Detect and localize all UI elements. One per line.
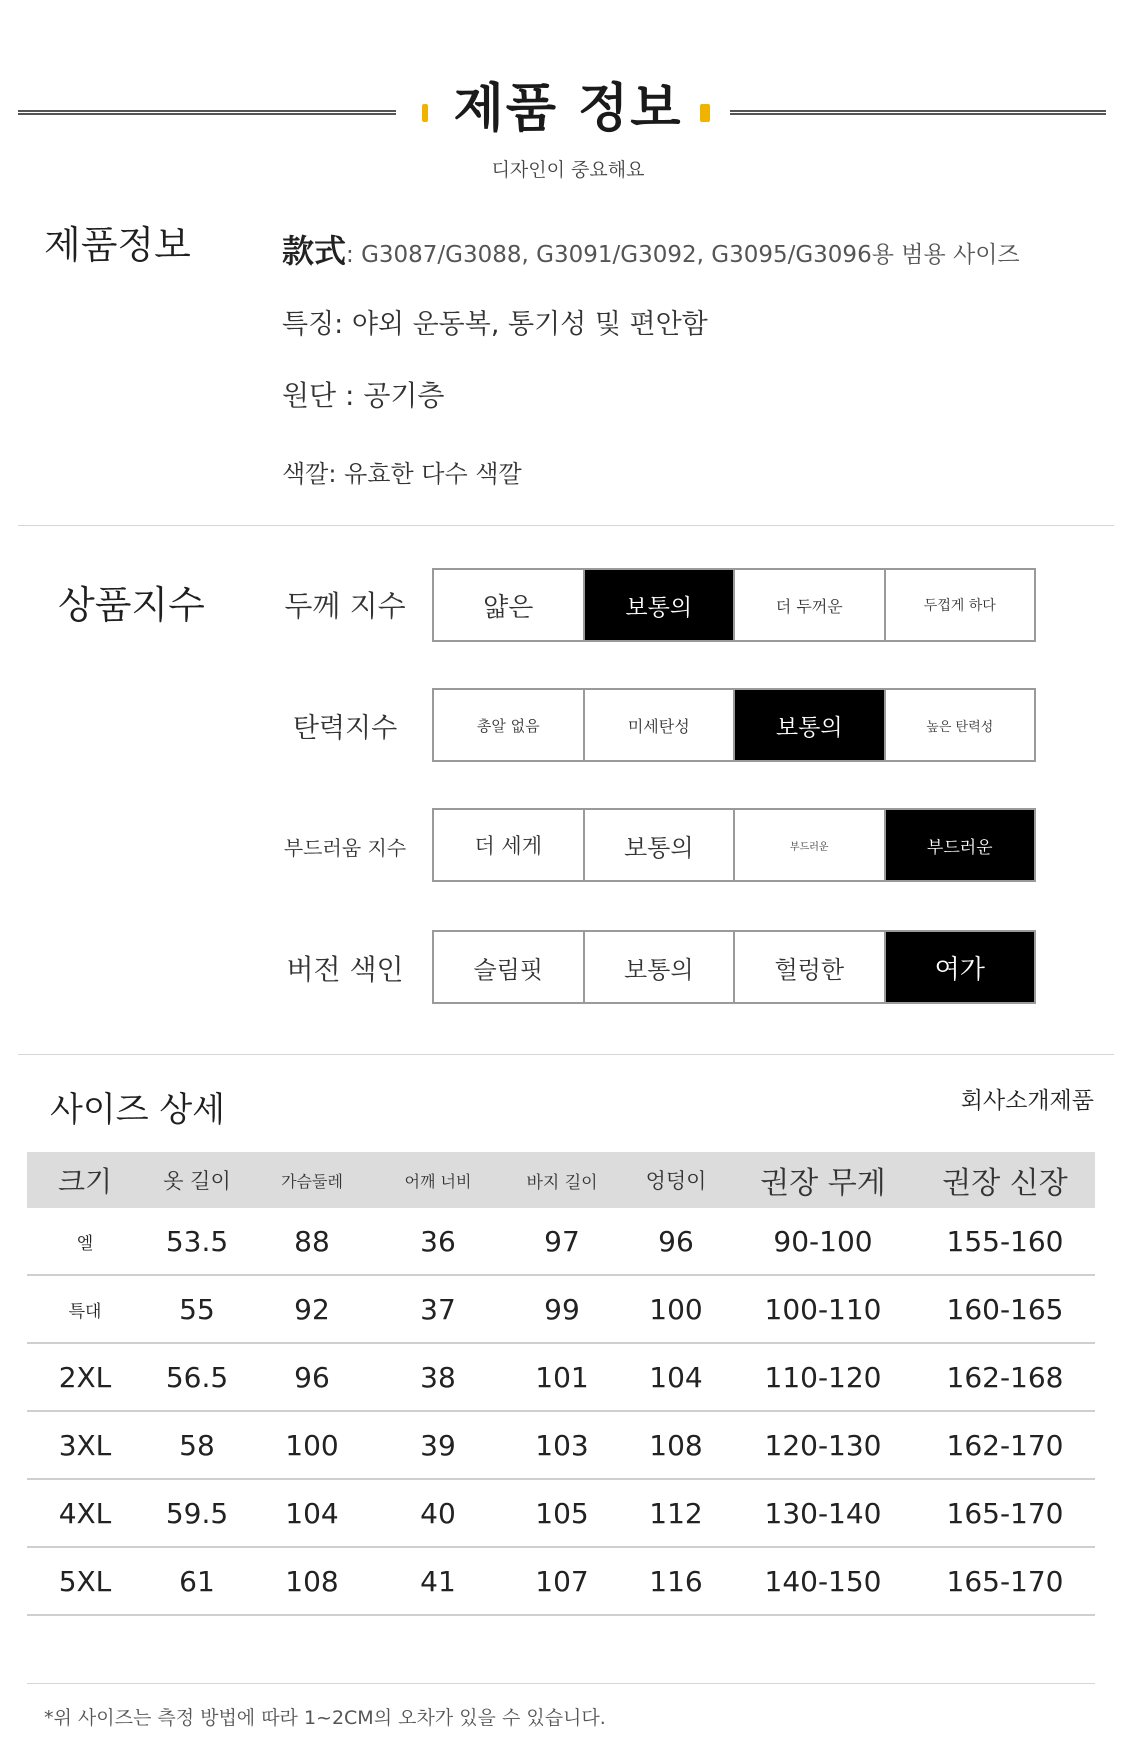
col-header-length: 옷 길이 (143, 1152, 251, 1208)
table-cell: 116 (621, 1547, 731, 1615)
table-row (27, 1208, 1095, 1275)
size-cell: 5XL (27, 1547, 143, 1615)
table-cell: 53.5 (143, 1208, 251, 1275)
table-cell: 103 (503, 1411, 621, 1479)
page-title: 제품 정보 (453, 79, 683, 139)
table-cell: 55 (143, 1275, 251, 1343)
size-cell: 엘 (27, 1208, 143, 1275)
softness-label: 부드러움 지수 (283, 836, 407, 860)
table-cell: 56.5 (143, 1343, 251, 1411)
fit-option: 헐렁한 (735, 932, 886, 1002)
col-header-chest: 가슴둘레 (251, 1152, 373, 1208)
table-cell: 100 (251, 1411, 373, 1479)
softness-option-selected: 부드러운 (886, 810, 1035, 880)
fabric-line: 원단 : 공기층 (282, 379, 445, 412)
table-cell: 39 (373, 1411, 503, 1479)
fit-label: 버전 색인 (286, 953, 404, 986)
softness-option: 부드러운 (735, 810, 886, 880)
section-divider (18, 1054, 1114, 1055)
page-subtitle: 디자인이 중요해요 (491, 159, 645, 181)
table-cell: 61 (143, 1547, 251, 1615)
table-cell: 58 (143, 1411, 251, 1479)
table-cell: 100 (621, 1275, 731, 1343)
elasticity-option: 미세탄성 (585, 690, 736, 760)
thickness-option: 얇은 (434, 570, 585, 640)
style-value: : G3087/G3088, G3091/G3092, G3095/G3096용 범용 사이즈 (346, 242, 1020, 268)
col-header-height: 권장 신장 (915, 1152, 1095, 1208)
table-cell: 96 (251, 1343, 373, 1411)
table-cell: 36 (373, 1208, 503, 1275)
table-cell: 130-140 (731, 1479, 915, 1547)
footer-divider (27, 1683, 1095, 1684)
feature-line: 특징: 야외 운동복, 통기성 및 편안함 (282, 309, 708, 340)
size-cell: 4XL (27, 1479, 143, 1547)
style-line (282, 226, 1020, 272)
index-title: 상품지수 (58, 583, 205, 627)
table-cell: 155-160 (915, 1208, 1095, 1275)
table-cell: 162-168 (915, 1343, 1095, 1411)
table-cell: 105 (503, 1479, 621, 1547)
table-cell: 40 (373, 1479, 503, 1547)
table-cell: 162-170 (915, 1411, 1095, 1479)
softness-option: 보통의 (585, 810, 736, 880)
product-info-title: 제품정보 (44, 223, 191, 267)
table-header-row (27, 1152, 1095, 1208)
fit-option-selected: 여가 (886, 932, 1035, 1002)
col-header-size: 크기 (27, 1152, 143, 1208)
table-cell: 104 (621, 1343, 731, 1411)
softness-scale (432, 808, 1036, 882)
fit-option: 슬림핏 (434, 932, 585, 1002)
table-cell: 99 (503, 1275, 621, 1343)
table-row (27, 1411, 1095, 1479)
color-line: 색깔: 유효한 다수 색깔 (282, 460, 522, 488)
table-cell: 108 (251, 1547, 373, 1615)
table-cell: 59.5 (143, 1479, 251, 1547)
table-cell: 160-165 (915, 1275, 1095, 1343)
table-cell: 112 (621, 1479, 731, 1547)
table-cell: 92 (251, 1275, 373, 1343)
table-cell: 101 (503, 1343, 621, 1411)
thickness-option: 두껍게 하다 (923, 598, 996, 614)
table-cell: 37 (373, 1275, 503, 1343)
section-divider (18, 525, 1114, 526)
table-row (27, 1547, 1095, 1615)
col-header-pants-length: 바지 길이 (503, 1152, 621, 1208)
col-header-hip: 엉덩이 (621, 1152, 731, 1208)
table-cell: 120-130 (731, 1411, 915, 1479)
elasticity-option: 높은 탄력성 (926, 719, 994, 735)
table-cell: 108 (621, 1411, 731, 1479)
table-cell: 97 (503, 1208, 621, 1275)
style-label: 款式 (282, 232, 347, 270)
table-cell: 110-120 (731, 1343, 915, 1411)
thickness-label: 두께 지수 (284, 589, 406, 623)
thickness-option-selected: 보통의 (585, 570, 736, 640)
table-row (27, 1275, 1095, 1343)
table-cell: 96 (621, 1208, 731, 1275)
footnote: *위 사이즈는 측정 방법에 따라 1~2CM의 오차가 있을 수 있습니다. (44, 1707, 606, 1729)
thickness-option: 더 두꺼운 (735, 570, 886, 640)
table-cell: 38 (373, 1343, 503, 1411)
size-title: 사이즈 상세 (50, 1090, 226, 1130)
col-header-weight: 권장 무게 (731, 1152, 915, 1208)
table-cell: 88 (251, 1208, 373, 1275)
table-cell: 165-170 (915, 1479, 1095, 1547)
table-cell: 100-110 (731, 1275, 915, 1343)
table-cell: 165-170 (915, 1547, 1095, 1615)
table-cell: 107 (503, 1547, 621, 1615)
table-row (27, 1479, 1095, 1547)
table-cell: 41 (373, 1547, 503, 1615)
thickness-scale (432, 568, 1036, 642)
col-header-shoulder: 어깨 너비 (373, 1152, 503, 1208)
elasticity-label: 탄력지수 (292, 713, 398, 744)
size-cell: 2XL (27, 1343, 143, 1411)
elasticity-option-selected: 보통의 (735, 690, 886, 760)
table-row (27, 1343, 1095, 1411)
table-cell: 104 (251, 1479, 373, 1547)
table-cell: 140-150 (731, 1547, 915, 1615)
fit-scale (432, 930, 1036, 1004)
size-table (27, 1152, 1095, 1616)
table-cell: 90-100 (731, 1208, 915, 1275)
softness-option: 더 세게 (434, 810, 585, 880)
elasticity-option: 총알 없음 (434, 690, 585, 760)
elasticity-scale (432, 688, 1036, 762)
size-cell: 특대 (27, 1275, 143, 1343)
brand-note: 회사소개제품 (960, 1088, 1094, 1114)
fit-option: 보통의 (585, 932, 736, 1002)
size-cell: 3XL (27, 1411, 143, 1479)
